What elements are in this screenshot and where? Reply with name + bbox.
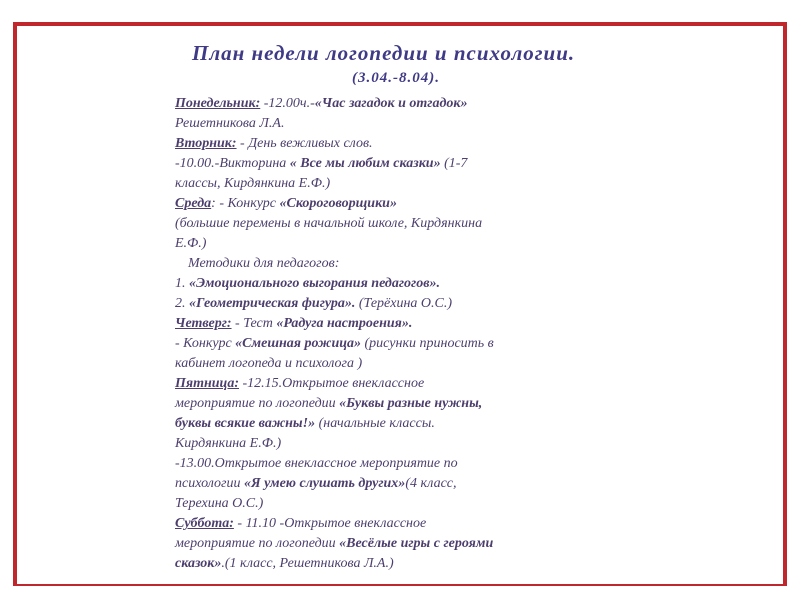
schedule-text-segment: Терехина О.С.) xyxy=(175,496,264,511)
schedule-text-segment: (большие перемены в начальной школе, Кирдянкина xyxy=(175,216,483,231)
schedule-text-segment: Суббота: xyxy=(175,516,234,531)
schedule-text-segment: сказок» xyxy=(175,556,222,571)
schedule-text-segment: Понедельник: xyxy=(175,96,261,111)
schedule-line xyxy=(175,135,373,153)
schedule-line xyxy=(175,315,412,333)
schedule-line xyxy=(175,95,468,113)
schedule-text-segment: Решетникова Л.А. xyxy=(175,116,285,131)
schedule-line xyxy=(175,475,457,493)
schedule-text-segment: Е.Ф.) xyxy=(175,236,207,251)
schedule-text-segment: Пятница: xyxy=(175,376,239,391)
schedule-line xyxy=(175,415,435,433)
schedule-text-segment: -13.00.Открытое внеклассное мероприятие по xyxy=(175,456,458,471)
document-page xyxy=(17,26,783,584)
schedule-text-segment: (рисунки приносить в xyxy=(361,336,494,351)
schedule-line xyxy=(175,295,452,313)
schedule-text-segment: - Тест xyxy=(231,316,277,331)
schedule-line xyxy=(175,155,467,173)
schedule-text-segment: «Я умею слушать других» xyxy=(243,476,406,491)
schedule-line xyxy=(175,495,263,513)
schedule-text-segment: (4 класс, xyxy=(405,476,457,491)
schedule-text-segment: -12.00ч.- xyxy=(260,96,315,111)
schedule-text-segment: «Эмоционального выгорания педагогов». xyxy=(189,276,440,291)
schedule-text-segment: «Смешная рожица» xyxy=(235,336,362,351)
schedule-text-segment: «Геометрическая фигура». xyxy=(189,296,356,311)
schedule-line xyxy=(175,395,482,413)
schedule-text-segment: мероприятие по логопедии xyxy=(175,536,340,551)
schedule-text-segment: «Час загадок и отгадок» xyxy=(314,96,468,111)
date-range: (3.04.-8.04). xyxy=(352,70,440,86)
schedule-line xyxy=(175,435,281,453)
schedule-text-segment: Вторник: xyxy=(175,136,237,151)
schedule-text-segment: - Конкурс xyxy=(175,336,236,351)
schedule-line xyxy=(175,195,397,213)
schedule-text-segment: -12.15.Открытое внеклассное xyxy=(239,376,425,391)
schedule-text-segment: « Все мы любим сказки» xyxy=(289,156,441,171)
schedule-line xyxy=(175,115,284,133)
schedule-text-segment: : - Конкурс xyxy=(211,196,280,211)
schedule-text-segment: «Весёлые игры с героями xyxy=(339,536,494,551)
schedule-text-segment: буквы всякие важны!» xyxy=(175,416,316,431)
schedule-text-segment: .(1 класс, Решетникова Л.А.) xyxy=(221,556,394,571)
schedule-text-segment: «Буквы разные нужны, xyxy=(339,396,483,411)
schedule-line xyxy=(175,375,424,393)
schedule-text-segment: Методики для педагогов: xyxy=(188,256,340,271)
schedule-line xyxy=(175,175,330,193)
schedule-text-segment: Среда xyxy=(175,196,212,211)
schedule-text-segment: (Терёхина О.С.) xyxy=(355,296,453,311)
schedule-text-segment: «Радуга настроения». xyxy=(276,316,413,331)
schedule-text-segment: Четверг: xyxy=(175,316,232,331)
page-title: План недели логопедии и психологии. xyxy=(192,41,576,65)
schedule-text-segment: мероприятие по логопедии xyxy=(175,396,340,411)
schedule-text xyxy=(17,26,783,584)
schedule-line xyxy=(175,275,440,293)
schedule-text-segment: - 11.10 -Открытое внеклассное xyxy=(233,516,427,531)
schedule-line xyxy=(175,555,394,573)
schedule-text-segment: - День вежливых слов. xyxy=(236,136,373,151)
schedule-text-segment: классы, Кирдянкина Е.Ф.) xyxy=(175,176,331,191)
schedule-text-segment: «Скороговорщики» xyxy=(279,196,397,211)
schedule-text-segment: кабинет логопеда и психолога ) xyxy=(175,356,363,371)
schedule-text-segment: -10.00.-Викторина xyxy=(175,156,290,171)
schedule-line xyxy=(175,515,426,533)
schedule-line xyxy=(175,335,494,353)
schedule-text-segment: 1. xyxy=(175,276,189,291)
schedule-text-segment: Кирдянкина Е.Ф.) xyxy=(175,436,282,451)
schedule-line xyxy=(175,215,482,233)
schedule-text-segment: психологии xyxy=(175,476,244,491)
schedule-line xyxy=(175,355,362,373)
schedule-line xyxy=(188,255,339,273)
schedule-text-segment: (1-7 xyxy=(440,156,468,171)
schedule-line xyxy=(175,235,206,253)
schedule-line xyxy=(175,455,458,473)
schedule-text-segment: (начальные классы. xyxy=(315,416,435,431)
schedule-line xyxy=(175,535,493,553)
schedule-text-segment: 2. xyxy=(175,296,189,311)
